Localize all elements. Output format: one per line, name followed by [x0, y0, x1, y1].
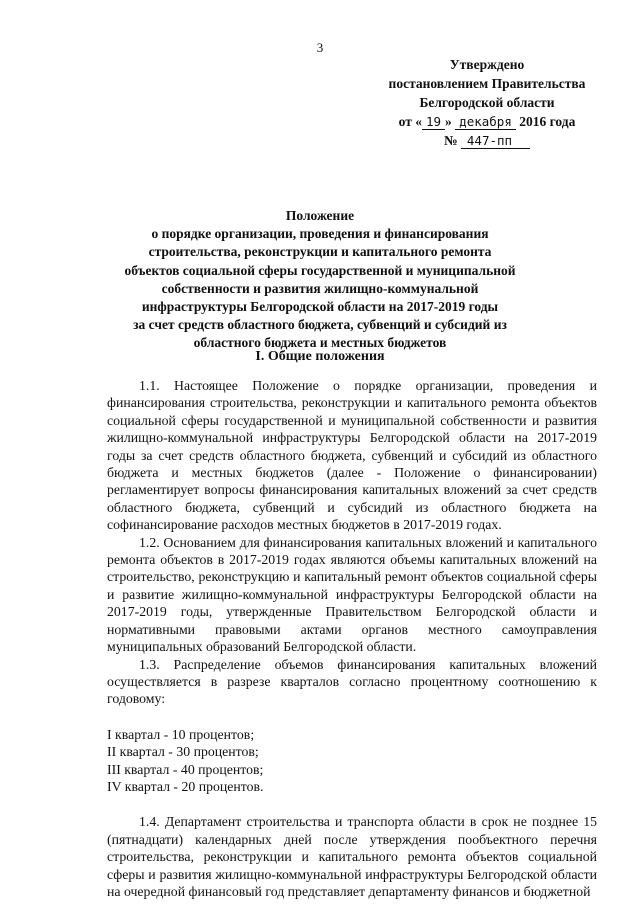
paragraph-1-4: 1.4. Департамент строительства и транспорта области в срок не позднее 15 (пятнадцати) календарных дней после утверждения пообъектного перечня строительства, реконструкции и капитального ремонта объектов социальной сферы и развития жилищно-коммунальной инфраструктуры Белгородской области на очередной финансовый год представляет департаменту финансов и бюджетной	[107, 814, 597, 899]
title-line-4: объектов социальной сферы государственной и муниципальной	[124, 262, 516, 278]
paragraph-1-2: 1.2. Основанием для финансирования капитальных вложений и капитального ремонта объектов в 2017-2019 годах являются объемы капитальных вложений на строительство, реконструкцию и капитальный ремонт объектов социальной сферы и развитие жилищно-коммунальной инфраструктуры Белгородской области на 2017-2019 годы, утвержденные Правительством Белгородской области и нормативными правовыми актами органов местного самоуправления муниципальных образований Белгородской области.	[107, 534, 597, 655]
date-year: 2016 года	[519, 114, 576, 129]
approval-line-3: Белгородской области	[419, 95, 555, 110]
list-item: IV квартал - 20 процентов.	[107, 778, 264, 794]
title-line-6: инфраструктуры Белгородской области на 2017-2019 годы	[141, 299, 499, 315]
number-value: 447-пп	[461, 133, 530, 149]
date-mid: »	[445, 114, 452, 129]
approval-number	[372, 131, 602, 150]
quarter-list	[107, 726, 597, 796]
number-prefix: №	[443, 133, 458, 148]
title-line-8: областного бюджета и местных бюджетов	[193, 335, 447, 351]
document-body	[107, 377, 597, 900]
title-line-1: Положение	[285, 208, 355, 223]
title-line-5: собственности и развития жилищно-коммунальной	[161, 280, 479, 296]
title-line-7: за счет средств областного бюджета, субвенций и субсидий из	[133, 317, 507, 333]
list-item: II квартал - 30 процентов;	[107, 744, 259, 760]
paragraph-1-1: 1.1. Настоящее Положение о порядке организации, проведения и финансирования строительства, реконструкции и капитального ремонта объектов социальной сферы государственной и муниципальной собственности и развития жилищно-коммунальной инфраструктуры Белгородской области на 2017-2019 годы за счет средств областного бюджета, субвенций и субсидий из областного бюджета и местных бюджетов (далее - Положение о финансировании) регламентирует вопросы финансирования капитальных вложений за счет средств областного бюджета, субвенций и субсидий из областного бюджета на софинансирование расходов местных бюджетов в 2017-2019 годах.	[107, 378, 597, 533]
date-month: декабря	[455, 114, 516, 130]
date-day: 19	[422, 114, 445, 130]
list-item: III квартал - 40 процентов;	[107, 761, 264, 777]
approval-stamp	[372, 55, 602, 150]
section-heading: I. Общие положения	[255, 349, 385, 364]
document-title	[100, 207, 540, 353]
approval-line-1: Утверждено	[449, 57, 525, 72]
approval-date	[372, 112, 602, 131]
page-number: 3	[316, 40, 324, 55]
paragraph-1-3: 1.3. Распределение объемов финансирования капитальных вложений осуществляется в разрезе кварталов согласно процентному соотношению к годовому:	[107, 656, 597, 707]
title-line-3: строительства, реконструкции и капитального ремонта	[148, 244, 492, 260]
title-line-2: о порядке организации, проведения и финансирования	[151, 226, 489, 242]
approval-line-2: постановлением Правительства	[388, 76, 586, 91]
list-item: I квартал - 10 процентов;	[107, 726, 255, 742]
date-prefix: от «	[398, 114, 422, 129]
